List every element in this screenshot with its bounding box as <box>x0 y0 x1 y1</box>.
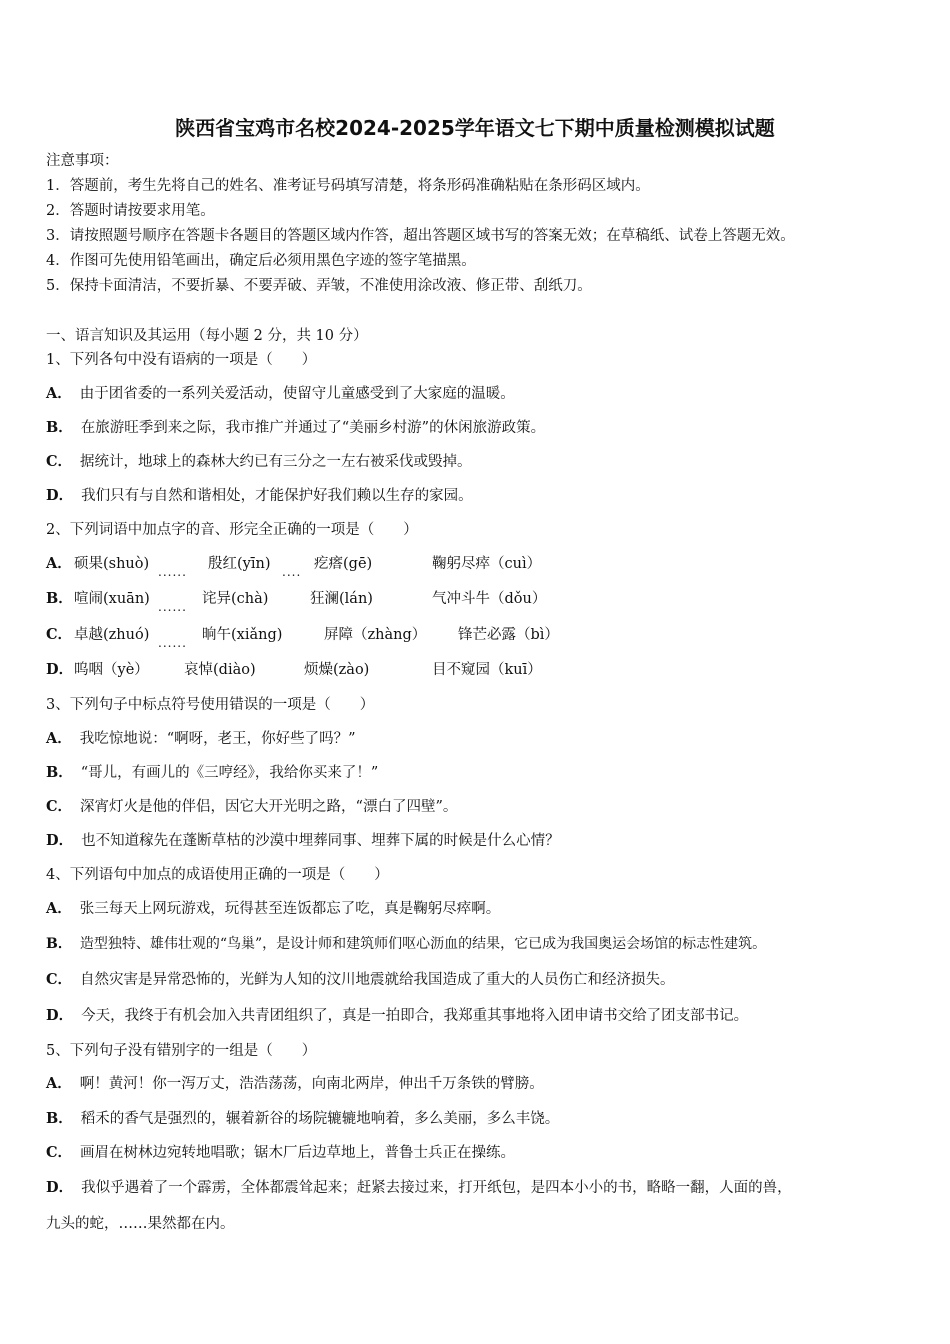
question-5-option-b: B． 稻禾的香气是强烈的，辗着新谷的场院辘辘地响着，多么美丽，多么丰饶。 <box>46 1110 560 1127</box>
word-3: 狂澜(lán) <box>310 591 373 607</box>
word-4: 目不窥园（kuī） <box>432 662 542 678</box>
question-1-stem: 1、下列各句中没有语病的一项是（ ） <box>46 352 317 368</box>
question-4-option-a: A． 张三每天上网玩游戏，玩得甚至连饭都忘了吃，真是鞠躬尽瘁啊。 <box>46 900 501 917</box>
question-1-option-c: C． 据统计，地球上的森林大约已有三分之一左右被采伐或毁掉。 <box>46 453 472 470</box>
emphasis-dots: .... <box>282 565 302 579</box>
page-title: 陕西省宝鸡市名校2024-2025学年语文七下期中质量检测模拟试题 <box>175 116 775 140</box>
question-2-option-c: C． 卓越(zhuó) ...... 晌午(xiǎng) 屏障（zhàng） 锋芒必露（bì） <box>46 625 906 649</box>
word-3: 屏障（zhàng） <box>324 627 427 643</box>
notice-heading: 注意事项： <box>46 153 119 169</box>
question-5-option-d: D． 我似乎遇着了一个霹雳，全体都震耸起来；赶紧去接过来，打开纸包，是四本小小的书，略略一翻，人面的兽， <box>46 1179 792 1196</box>
notice-item-3: 3．请按照题号顺序在答题卡各题目的答题区域内作答，超出答题区域书写的答案无效；在草稿纸、试卷上答题无效。 <box>46 228 795 244</box>
emphasis-dots: ...... <box>158 600 187 614</box>
word-2: 晌午(xiǎng) <box>202 627 283 643</box>
word-3: 烦燥(zào) <box>304 662 370 678</box>
question-5-stem: 5、下列句子没有错别字的一组是（ ） <box>46 1043 317 1059</box>
emphasis-dots: ...... <box>158 565 187 579</box>
question-5-option-a: A． 啊！黄河！你一泻万丈，浩浩荡荡，向南北两岸，伸出千万条铁的臂膀。 <box>46 1075 544 1092</box>
question-3-option-a: A． 我吃惊地说：“啊呀，老王，你好些了吗？” <box>46 730 356 747</box>
word-2: 诧异(chà) <box>202 591 269 607</box>
question-3-option-c: C． 深宵灯火是他的伴侣，因它大开光明之路，“漂白了四壁”。 <box>46 798 458 815</box>
question-2-option-b: B． 喧闹(xuān) ...... 诧异(chà) 狂澜(lán) 气冲斗牛（dǒu） <box>46 589 906 613</box>
question-3-stem: 3、下列句子中标点符号使用错误的一项是（ ） <box>46 697 375 713</box>
notice-item-5: 5．保持卡面清洁，不要折暴、不要弄破、弄皱，不准使用涂改液、修正带、刮纸刀。 <box>46 278 592 294</box>
question-3-option-d: D． 也不知道稼先在蓬断草枯的沙漠中埋葬同事、埋葬下属的时候是什么心情？ <box>46 832 560 849</box>
word-4: 鞠躬尽瘁（cuì） <box>432 556 542 572</box>
question-4-option-c: C． 自然灾害是异常恐怖的，光鲜为人知的汶川地震就给我国造成了重大的人员伤亡和经济损失。 <box>46 971 675 988</box>
section-heading: 一、语言知识及其运用（每小题 2 分，共 10 分） <box>46 328 368 344</box>
word-1: 卓越(zhuó) <box>74 627 150 643</box>
emphasis-dots: ...... <box>158 636 187 650</box>
word-1: 硕果(shuò) <box>74 556 150 572</box>
question-4-option-d: D． 今天，我终于有机会加入共青团组织了，真是一拍即合，我郑重其事地将入团申请书交给了团支部书记。 <box>46 1007 749 1024</box>
word-3: 疙瘩(gē) <box>314 556 373 572</box>
question-2-stem: 2、下列词语中加点字的音、形完全正确的一项是（ ） <box>46 522 418 538</box>
word-4: 气冲斗牛（dǒu） <box>432 591 547 607</box>
question-5-option-c: C． 画眉在树林边宛转地唱歌；锯木厂后边草地上，普鲁士兵正在操练。 <box>46 1144 516 1161</box>
word-2: 哀悼(diào) <box>184 662 256 678</box>
question-4-option-b: B． 造型独特、雄伟壮观的“鸟巢”，是设计师和建筑师们呕心沥血的结果，它已成为我国奥运会场馆的标志性建筑。 <box>46 936 767 952</box>
word-1: 呜咽（yè） <box>74 662 149 678</box>
question-1-option-a: A． 由于团省委的一系列关爱活动，使留守儿童感受到了大家庭的温暖。 <box>46 385 515 402</box>
word-2: 殷红(yīn) <box>208 556 271 572</box>
question-2-option-d: D． 呜咽（yè） 哀悼(diào) 烦燥(zào) 目不窥园（kuī） <box>46 661 542 678</box>
word-4: 锋芒必露（bì） <box>458 627 559 643</box>
question-1-option-b: B． 在旅游旺季到来之际，我市推广并通过了“美丽乡村游”的休闲旅游政策。 <box>46 419 546 436</box>
notice-item-2: 2．答题时请按要求用笔。 <box>46 203 215 219</box>
notice-item-4: 4．作图可先使用铅笔画出，确定后必须用黑色字迹的签字笔描黑。 <box>46 253 476 269</box>
question-2-option-a: A． 硕果(shuò) ...... 殷红(yīn) .... 疙瘩(gē) 鞠躬尽瘁（cuì） <box>46 554 906 578</box>
word-1: 喧闹(xuān) <box>74 591 150 607</box>
question-5-option-d-continuation: 九头的蛇，……果然都在内。 <box>46 1216 235 1232</box>
question-4-stem: 4、下列语句中加点的成语使用正确的一项是（ ） <box>46 867 389 883</box>
notice-item-1: 1．答题前，考生先将自己的姓名、准考证号码填写清楚，将条形码准确粘贴在条形码区域内。 <box>46 178 650 194</box>
question-3-option-b: B． “哥儿，有画儿的《三哼经》，我给你买来了！” <box>46 764 379 781</box>
question-1-option-d: D． 我们只有与自然和谐相处，才能保护好我们赖以生存的家园。 <box>46 487 473 504</box>
